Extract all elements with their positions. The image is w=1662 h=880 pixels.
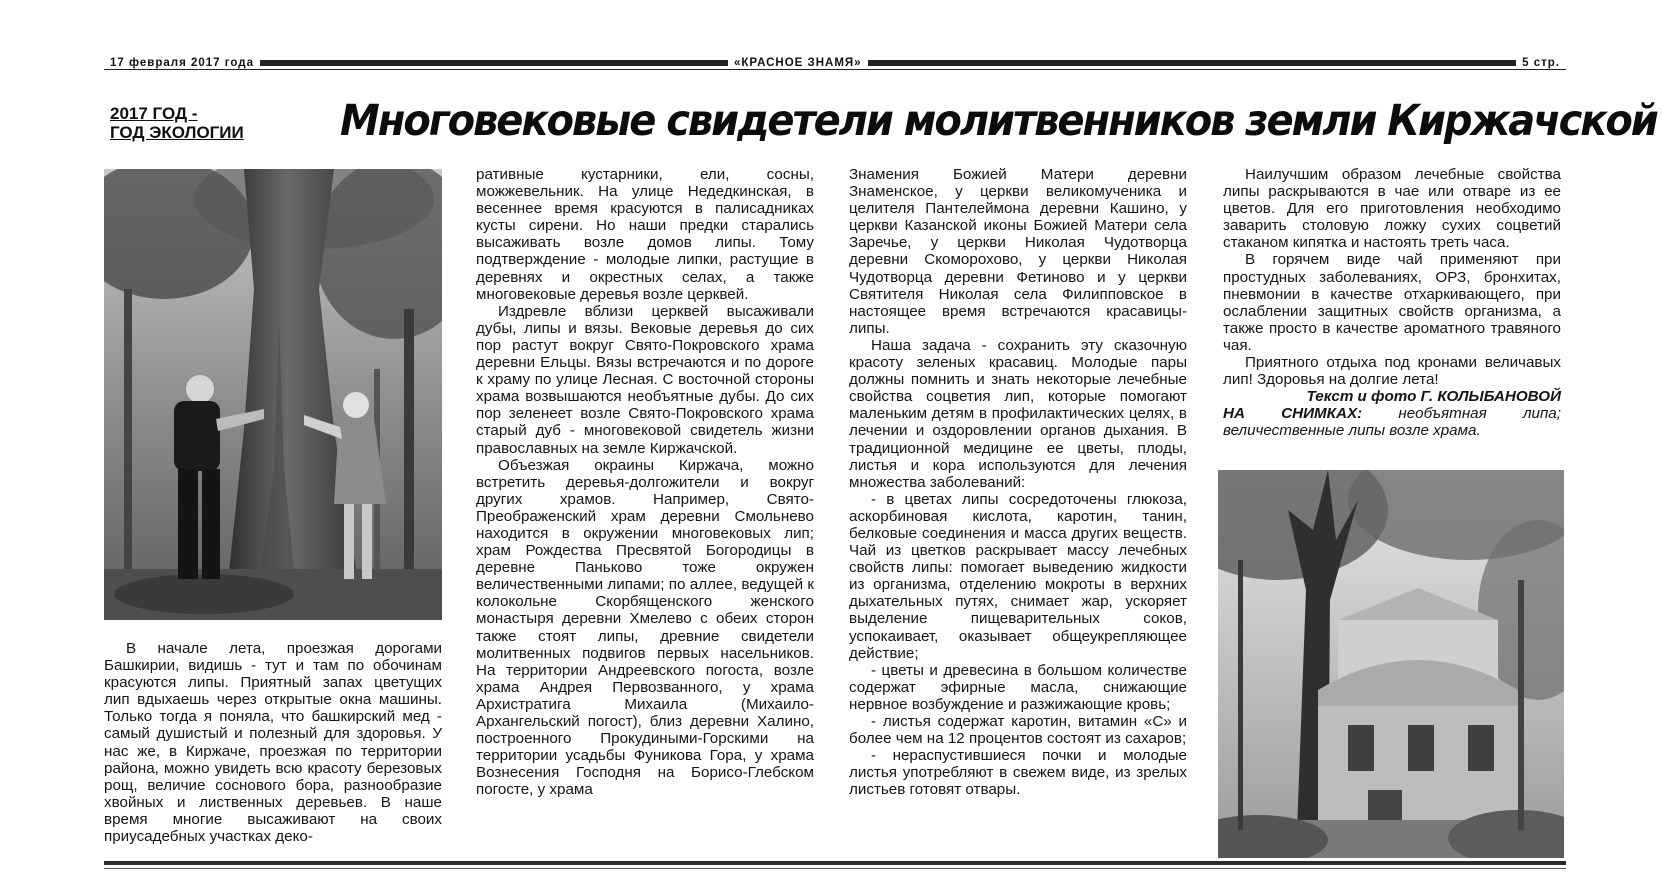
paragraph: - в цветах липы сосредоточены глюкоза, аскорбиновая кислота, каротин, танин, белковые соединения и масса других веществ. Чай из цветков раскрывает массу лечебных свойств липы: помогает выведению жидкости из организма, отделению мокроты в верхних дыхательных путях, снимает жар, ускоряет выделение пищеварительных соков, успокаивает, оказывает общеукрепляющее действие; <box>849 490 1187 662</box>
paragraph: Издревле вблизи церквей высаживали дубы, липы и вязы. Вековые деревья до сих пор растут вокруг Свято-Покровского храма деревни Ельцы. Вязы встречаются и по дороге к храму по улице Лесная. С восточной стороны храма возвышаются необъятные дубы. До сих пор зеленеет возле Свято-Покровского храма старый дуб - многовековой свидетель жизни православных на земле Киржачской. <box>476 302 814 457</box>
footer-rule <box>104 861 1566 865</box>
caption-text: необъятная липа; величественные липы возле храма. <box>1223 405 1561 440</box>
page-number: 5 стр. <box>1516 57 1566 69</box>
old-church-photo <box>1218 470 1564 858</box>
paragraph: Приятного отдыха под кронами величавых лип! Здоровья на долгие лета! <box>1223 354 1561 389</box>
paragraph: В начале лета, проезжая дорогами Башкирии, видишь - тут и там по обочинам красуются липы. Приятный запах цветущих лип вдыхаешь через открытые окна машины. Только тогда я поняла, что башкирский мед - самый душистый и полезный для здоровья. У нас же, в Киржаче, проезжая по территории района, можно увидеть всю красоту березовых рощ, величие соснового бора, разнообразие хвойных и лиственных деревьев. В наше время многие высаживают на своих приусадебных участках деко- <box>104 640 442 846</box>
article-column-1 <box>104 640 442 845</box>
paragraph: Знамения Божией Матери деревни Знаменское, у церкви великомученика и целителя Пантелеймона деревни Кашино, у церкви Казанской иконы Божией Матери села Заречье, у церкви Николая Чудотворца деревни Скоморохово, у церкви Николая Чудотворца деревни Фетиново и у церкви Святителя Николая села Филипповское в настоящее время встречаются красавицы-липы. <box>849 166 1187 337</box>
rubric-line-2: ГОД ЭКОЛОГИИ <box>110 123 244 142</box>
author-credit: Текст и фото Г. КОЛЫБАНОВОЙ <box>1306 388 1561 406</box>
paragraph: - листья содержат каротин, витамин «С» и более чем на 12 процентов состоят из сахаров; <box>849 713 1187 748</box>
trees-hug-photo <box>104 169 442 620</box>
page-header <box>104 54 1566 76</box>
article-column-4 <box>1223 166 1561 440</box>
issue-date: 17 февраля 2017 года <box>104 57 260 69</box>
caption-label: НА СНИМКАХ: <box>1223 405 1363 423</box>
paragraph: - нераспустившиеся почки и молодые листья употребляют в свежем виде, из зрелых листьев готовят отвары. <box>849 747 1187 799</box>
photo-caption <box>1223 405 1561 439</box>
footer-rule-thin <box>104 868 1566 869</box>
paragraph: Наилучшим образом лечебные свойства липы раскрываются в чае или отваре из ее цветов. Для его приготовления необходимо заварить столовую ложку сухих соцветий стаканом кипятка и настоять треть часа. <box>1223 166 1561 252</box>
newspaper-name: «КРАСНОЕ ЗНАМЯ» <box>728 57 868 69</box>
rubric-line-1: 2017 ГОД - <box>110 104 198 123</box>
article-headline: Многовековые свидетели молитвенников земли Киржачской <box>340 96 1657 146</box>
paragraph: - цветы и древесина в большом количестве содержат эфирные масла, снижающие нервное возбуждение и разжижающие кровь; <box>849 661 1187 713</box>
article-column-2 <box>476 166 814 798</box>
rubric <box>110 104 244 142</box>
trees-hug-illustration <box>104 169 442 620</box>
article-column-3 <box>849 166 1187 798</box>
old-church-illustration <box>1218 470 1564 858</box>
header-rule-thin <box>104 69 1566 70</box>
paragraph: ративные кустарники, ели, сосны, можжевельник. На улице Недедкинская, в весеннее время красуются в палисадниках кусты сирени. Но наши предки старались высаживать возле домов липы. Тому подтверждение - молодые липки, растущие в деревнях и окрестных селах, а также многовековые деревья возле церквей. <box>476 166 814 303</box>
paragraph: Объезжая окраины Киржача, можно встретить деревья-долгожители и вокруг других храмов. Например, Свято-Преображенский храм деревни Смольнево находится в окружении многовековых лип; храм Рождества Пресвятой Богородицы в деревне Паньково тоже окружен величественными липами; по аллее, ведущей к колокольне Скорбященского женского монастыря деревни Хмелево с обеих сторон также стоят липы, древние свидетели молитвенных подвигов первых насельников. На территории Андреевского погоста, возле храма Андрея Первозванного, у храма Архистратига Михаила (Михаило-Архангельский погост), близ деревни Халино, построенного Прокудиными-Горскими на территории усадьбы Фуникова Гора, у храма Вознесения Господня на Борисо-Глебском погосте, у храма <box>476 456 814 799</box>
paragraph: Наша задача - сохранить эту сказочную красоту зеленых красавиц. Молодые пары должны помнить и знать некоторые лечебные свойства соцветия лип, которые помогают маленьким детям в профилактических целях, в лечении и оздоровлении органов дыхания. В традиционной медицине ее цветы, плоды, листья и кора используются для лечения множества заболеваний: <box>849 336 1187 491</box>
paragraph: В горячем виде чай применяют при простудных заболеваниях, ОРЗ, бронхитах, пневмонии в качестве отхаркивающего, при ослаблении защитных свойств организма, а также просто в качестве ароматного травяного чая. <box>1223 251 1561 354</box>
